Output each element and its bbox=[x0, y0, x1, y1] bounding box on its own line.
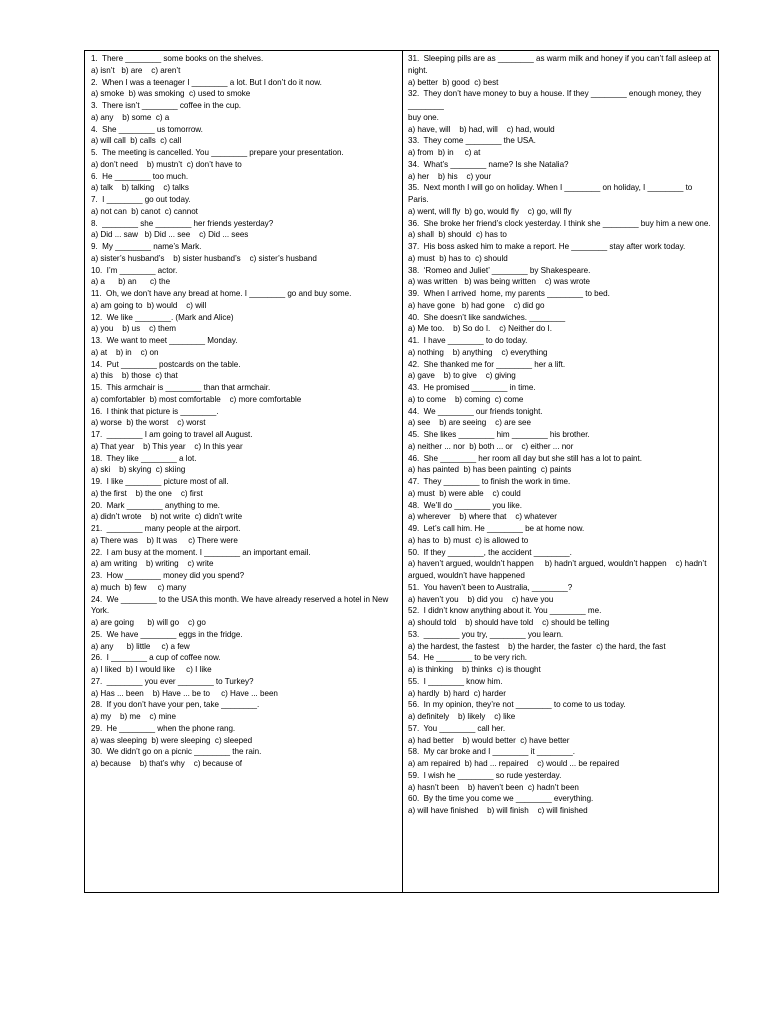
answer-options: a) didn’t wrote b) not write c) didn’t write bbox=[91, 512, 243, 522]
answer-options: a) haven’t you b) did you c) have you bbox=[408, 594, 554, 604]
answer-options: a) neither ... nor b) both ... or c) either ... nor bbox=[408, 441, 574, 451]
answer-options: a) her b) his c) your bbox=[408, 171, 492, 181]
question-line: 8. ________ she ________ her friends yesterday? bbox=[91, 218, 274, 228]
answer-options: a) must b) has to c) should bbox=[408, 253, 508, 263]
answer-options: a) definitely b) likely c) like bbox=[408, 712, 516, 721]
answer-options: a) at b) in c) on bbox=[91, 347, 159, 357]
question-line: 7. I ________ go out today. bbox=[91, 195, 191, 204]
answer-options: a) went, will fly b) go, would fly c) go, will fly bbox=[408, 206, 572, 216]
question-line: 54. He ________ to be very rich. bbox=[408, 653, 528, 663]
answer-options: a) from b) in c) at bbox=[408, 148, 481, 157]
question-line: 27. ________ you ever ________ to Turkey? bbox=[91, 676, 254, 686]
answer-options: a) smoke b) was smoking c) used to smoke bbox=[91, 89, 251, 99]
answer-options: a) better b) good c) best bbox=[408, 77, 499, 87]
answer-options: a) had better b) would better c) have better bbox=[408, 735, 570, 745]
answer-options: a) have gone b) had gone c) did go bbox=[408, 300, 545, 310]
question-line: 33. They come ________ the USA. bbox=[408, 136, 536, 146]
question-line: 36. She broke her friend’s clock yesterday. I think she ________ buy him a new one. bbox=[408, 218, 711, 228]
question-line: 18. They like ________ a lot. bbox=[91, 453, 197, 463]
answer-options: buy one. bbox=[408, 112, 439, 122]
answer-options: a) not can b) canot c) cannot bbox=[91, 206, 198, 216]
question-line: 49. Let’s call him. He ________ be at home now. bbox=[408, 524, 585, 533]
question-line: 38. ‘Romeo and Juliet’ ________ by Shakespeare. bbox=[408, 265, 591, 275]
question-line: 32. They don’t have money to buy a house. If they ________ enough money, they ________ bbox=[408, 89, 704, 110]
answer-options: a) That year b) This year c) In this year bbox=[91, 441, 243, 451]
answer-options: a) hasn’t been b) haven’t been c) hadn’t been bbox=[408, 782, 579, 792]
question-line: 34. What’s ________ name? Is she Natalia? bbox=[408, 159, 569, 169]
left-column bbox=[85, 51, 403, 892]
question-line: 19. I like ________ picture most of all. bbox=[91, 477, 229, 486]
question-line: 1. There ________ some books on the shelves. bbox=[91, 54, 264, 63]
answer-options: a) is thinking b) thinks c) is thought bbox=[408, 665, 541, 674]
answer-options: a) isn’t b) are c) aren’t bbox=[91, 65, 181, 75]
answer-options: a) worse b) the worst c) worst bbox=[91, 418, 206, 428]
question-line: 39. When I arrived home, my parents ________ to bed. bbox=[408, 289, 610, 298]
question-line: 55. I ________ know him. bbox=[408, 676, 503, 686]
answer-options: argued, wouldn’t have happened bbox=[408, 571, 525, 580]
question-line: 56. In my opinion, they’re not ________ to come to us today. bbox=[408, 700, 626, 710]
question-line: 41. I have ________ to do today. bbox=[408, 336, 528, 345]
answer-options: a) am writing b) writing c) write bbox=[91, 559, 214, 569]
question-line: 13. We want to meet ________ Monday. bbox=[91, 336, 238, 345]
question-line: 12. We like ________. (Mark and Alice) bbox=[91, 312, 234, 322]
worksheet-table bbox=[84, 50, 719, 893]
answer-options: a) have, will b) had, will c) had, would bbox=[408, 124, 555, 134]
question-line: 48. We’ll do ________ you like. bbox=[408, 500, 522, 510]
right-column bbox=[403, 51, 718, 892]
question-line: 4. She ________ us tomorrow. bbox=[91, 124, 203, 134]
question-line: 28. If you don’t have your pen, take ________. bbox=[91, 700, 260, 710]
answer-options: a) wherever b) where that c) whatever bbox=[408, 512, 557, 522]
answer-options: a) are going b) will go c) go bbox=[91, 618, 206, 627]
question-line: 17. ________ I am going to travel all August. bbox=[91, 430, 253, 439]
answer-options: a) the first b) the one c) first bbox=[91, 488, 203, 498]
answer-options: a) was sleeping b) were sleeping c) sleeped bbox=[91, 735, 253, 745]
question-line: 6. He ________ too much. bbox=[91, 171, 189, 181]
answer-options: a) any b) little c) a few bbox=[91, 641, 190, 651]
question-line: 9. My ________ name’s Mark. bbox=[91, 242, 202, 251]
answer-options: a) a b) an c) the bbox=[91, 277, 171, 287]
question-line: 22. I am busy at the moment. I ________ an important email. bbox=[91, 547, 311, 557]
answer-options: a) am going to b) would c) will bbox=[91, 300, 207, 310]
answer-options: a) the hardest, the fastest b) the harder, the faster c) the hard, the fast bbox=[408, 641, 666, 651]
answer-options: a) to come b) coming c) come bbox=[408, 394, 524, 404]
question-line: 42. She thanked me for ________ her a lift. bbox=[408, 359, 566, 369]
question-line: 11. Oh, we don’t have any bread at home. I ________ go and buy some. bbox=[91, 289, 352, 298]
question-line: 40. She doesn’t like sandwiches. ________ bbox=[408, 312, 566, 322]
question-line: 47. They ________ to finish the work in time. bbox=[408, 477, 571, 486]
answer-options: a) don’t need b) mustn’t c) don’t have to bbox=[91, 159, 242, 169]
answer-options: a) sister’s husband’s b) sister husband’s c) sister’s husband bbox=[91, 253, 317, 263]
answer-options: a) ski b) skying c) skiing bbox=[91, 465, 186, 475]
answer-options: a) There was b) It was c) There were bbox=[91, 535, 238, 545]
question-line: 50. If they ________, the accident ________. bbox=[408, 547, 572, 557]
question-line: 5. The meeting is cancelled. You ________ prepare your presentation. bbox=[91, 148, 344, 157]
answer-options: a) any b) some c) a bbox=[91, 112, 170, 122]
question-line: 15. This armchair is ________ than that armchair. bbox=[91, 383, 271, 392]
question-line: 25. We have ________ eggs in the fridge. bbox=[91, 629, 243, 639]
answer-options: a) gave b) to give c) giving bbox=[408, 371, 516, 381]
answer-options: a) am repaired b) had ... repaired c) would ... be repaired bbox=[408, 759, 620, 768]
answer-options: a) was written b) was being written c) was wrote bbox=[408, 277, 591, 287]
question-line: 60. By the time you come we ________ everything. bbox=[408, 794, 594, 804]
answer-options: a) Did ... saw b) Did ... see c) Did ... sees bbox=[91, 230, 249, 240]
question-line: 20. Mark ________ anything to me. bbox=[91, 500, 220, 510]
answer-options: a) haven’t argued, wouldn’t happen b) hadn’t argued, wouldn’t happen c) hadn’t bbox=[408, 559, 707, 569]
question-line: 51. You haven’t been to Australia, ________? bbox=[408, 582, 573, 592]
question-line: 58. My car broke and I ________ it ________. bbox=[408, 747, 575, 757]
answer-options: a) because b) that’s why c) because of bbox=[91, 759, 243, 768]
question-line: 30. We didn’t go on a picnic ________ the rain. bbox=[91, 747, 262, 757]
question-line: 14. Put ________ postcards on the table. bbox=[91, 359, 241, 369]
question-line: 44. We ________ our friends tonight. bbox=[408, 406, 543, 416]
question-line: 53. ________ you try, ________ you learn. bbox=[408, 629, 564, 639]
answer-options: a) you b) us c) them bbox=[91, 324, 176, 334]
question-line: 23. How ________ money did you spend? bbox=[91, 571, 245, 580]
question-line: 3. There isn’t ________ coffee in the cup. bbox=[91, 101, 242, 110]
answer-options: a) hardly b) hard c) harder bbox=[408, 688, 506, 698]
answer-options: a) talk b) talking c) talks bbox=[91, 183, 189, 193]
answer-options: a) shall b) should c) has to bbox=[408, 230, 507, 240]
answer-options: a) Me too. b) So do I. c) Neither do I. bbox=[408, 324, 552, 334]
question-line: 59. I wish he ________ so rude yesterday. bbox=[408, 770, 562, 780]
question-line: 10. I’m ________ actor. bbox=[91, 265, 178, 275]
question-line: 45. She likes ________ him ________ his brother. bbox=[408, 430, 590, 439]
question-line: 29. He ________ when the phone rang. bbox=[91, 723, 236, 733]
answer-options: a) nothing b) anything c) everything bbox=[408, 347, 548, 357]
answer-options: a) this b) those c) that bbox=[91, 371, 178, 381]
answer-options: a) should told b) should have told c) should be telling bbox=[408, 618, 610, 627]
answer-options: a) I liked b) I would like c) I like bbox=[91, 665, 212, 674]
question-line: 35. Next month I will go on holiday. When I ________ on holiday, I ________ to Paris. bbox=[408, 183, 695, 204]
question-line: 2. When I was a teenager I ________ a lot. But I don’t do it now. bbox=[91, 77, 322, 87]
answer-options: a) comfortabler b) most comfortable c) more comfortable bbox=[91, 394, 302, 404]
answer-options: a) has painted b) has been painting c) paints bbox=[408, 465, 572, 475]
question-line: 52. I didn’t know anything about it. You ________ me. bbox=[408, 606, 602, 616]
question-line: 26. I ________ a cup of coffee now. bbox=[91, 653, 221, 663]
question-line: 46. She ________ her room all day but she still has a lot to paint. bbox=[408, 453, 642, 463]
question-line: 43. He promised ________ in time. bbox=[408, 383, 536, 392]
question-line: 31. Sleeping pills are as ________ as warm milk and honey if you can’t fall asleep at night. bbox=[408, 54, 714, 75]
answer-options: a) must b) were able c) could bbox=[408, 488, 521, 498]
answer-options: a) will call b) calls c) call bbox=[91, 136, 182, 146]
question-line: 16. I think that picture is ________. bbox=[91, 406, 219, 416]
answer-options: a) see b) are seeing c) are see bbox=[408, 418, 531, 428]
answer-options: a) will have finished b) will finish c) will finished bbox=[408, 806, 588, 815]
answer-options: a) much b) few c) many bbox=[91, 582, 187, 592]
question-line: 57. You ________ call her. bbox=[408, 723, 506, 733]
question-line: 37. His boss asked him to make a report. He ________ stay after work today. bbox=[408, 242, 686, 251]
answer-options: a) has to b) must c) is allowed to bbox=[408, 535, 529, 545]
question-line: 24. We ________ to the USA this month. We have already reserved a hotel in New York. bbox=[91, 594, 391, 616]
answer-options: a) my b) me c) mine bbox=[91, 712, 176, 721]
answer-options: a) Has ... been b) Have ... be to c) Have ... been bbox=[91, 688, 278, 698]
question-line: 21. ________ many people at the airport. bbox=[91, 524, 241, 533]
